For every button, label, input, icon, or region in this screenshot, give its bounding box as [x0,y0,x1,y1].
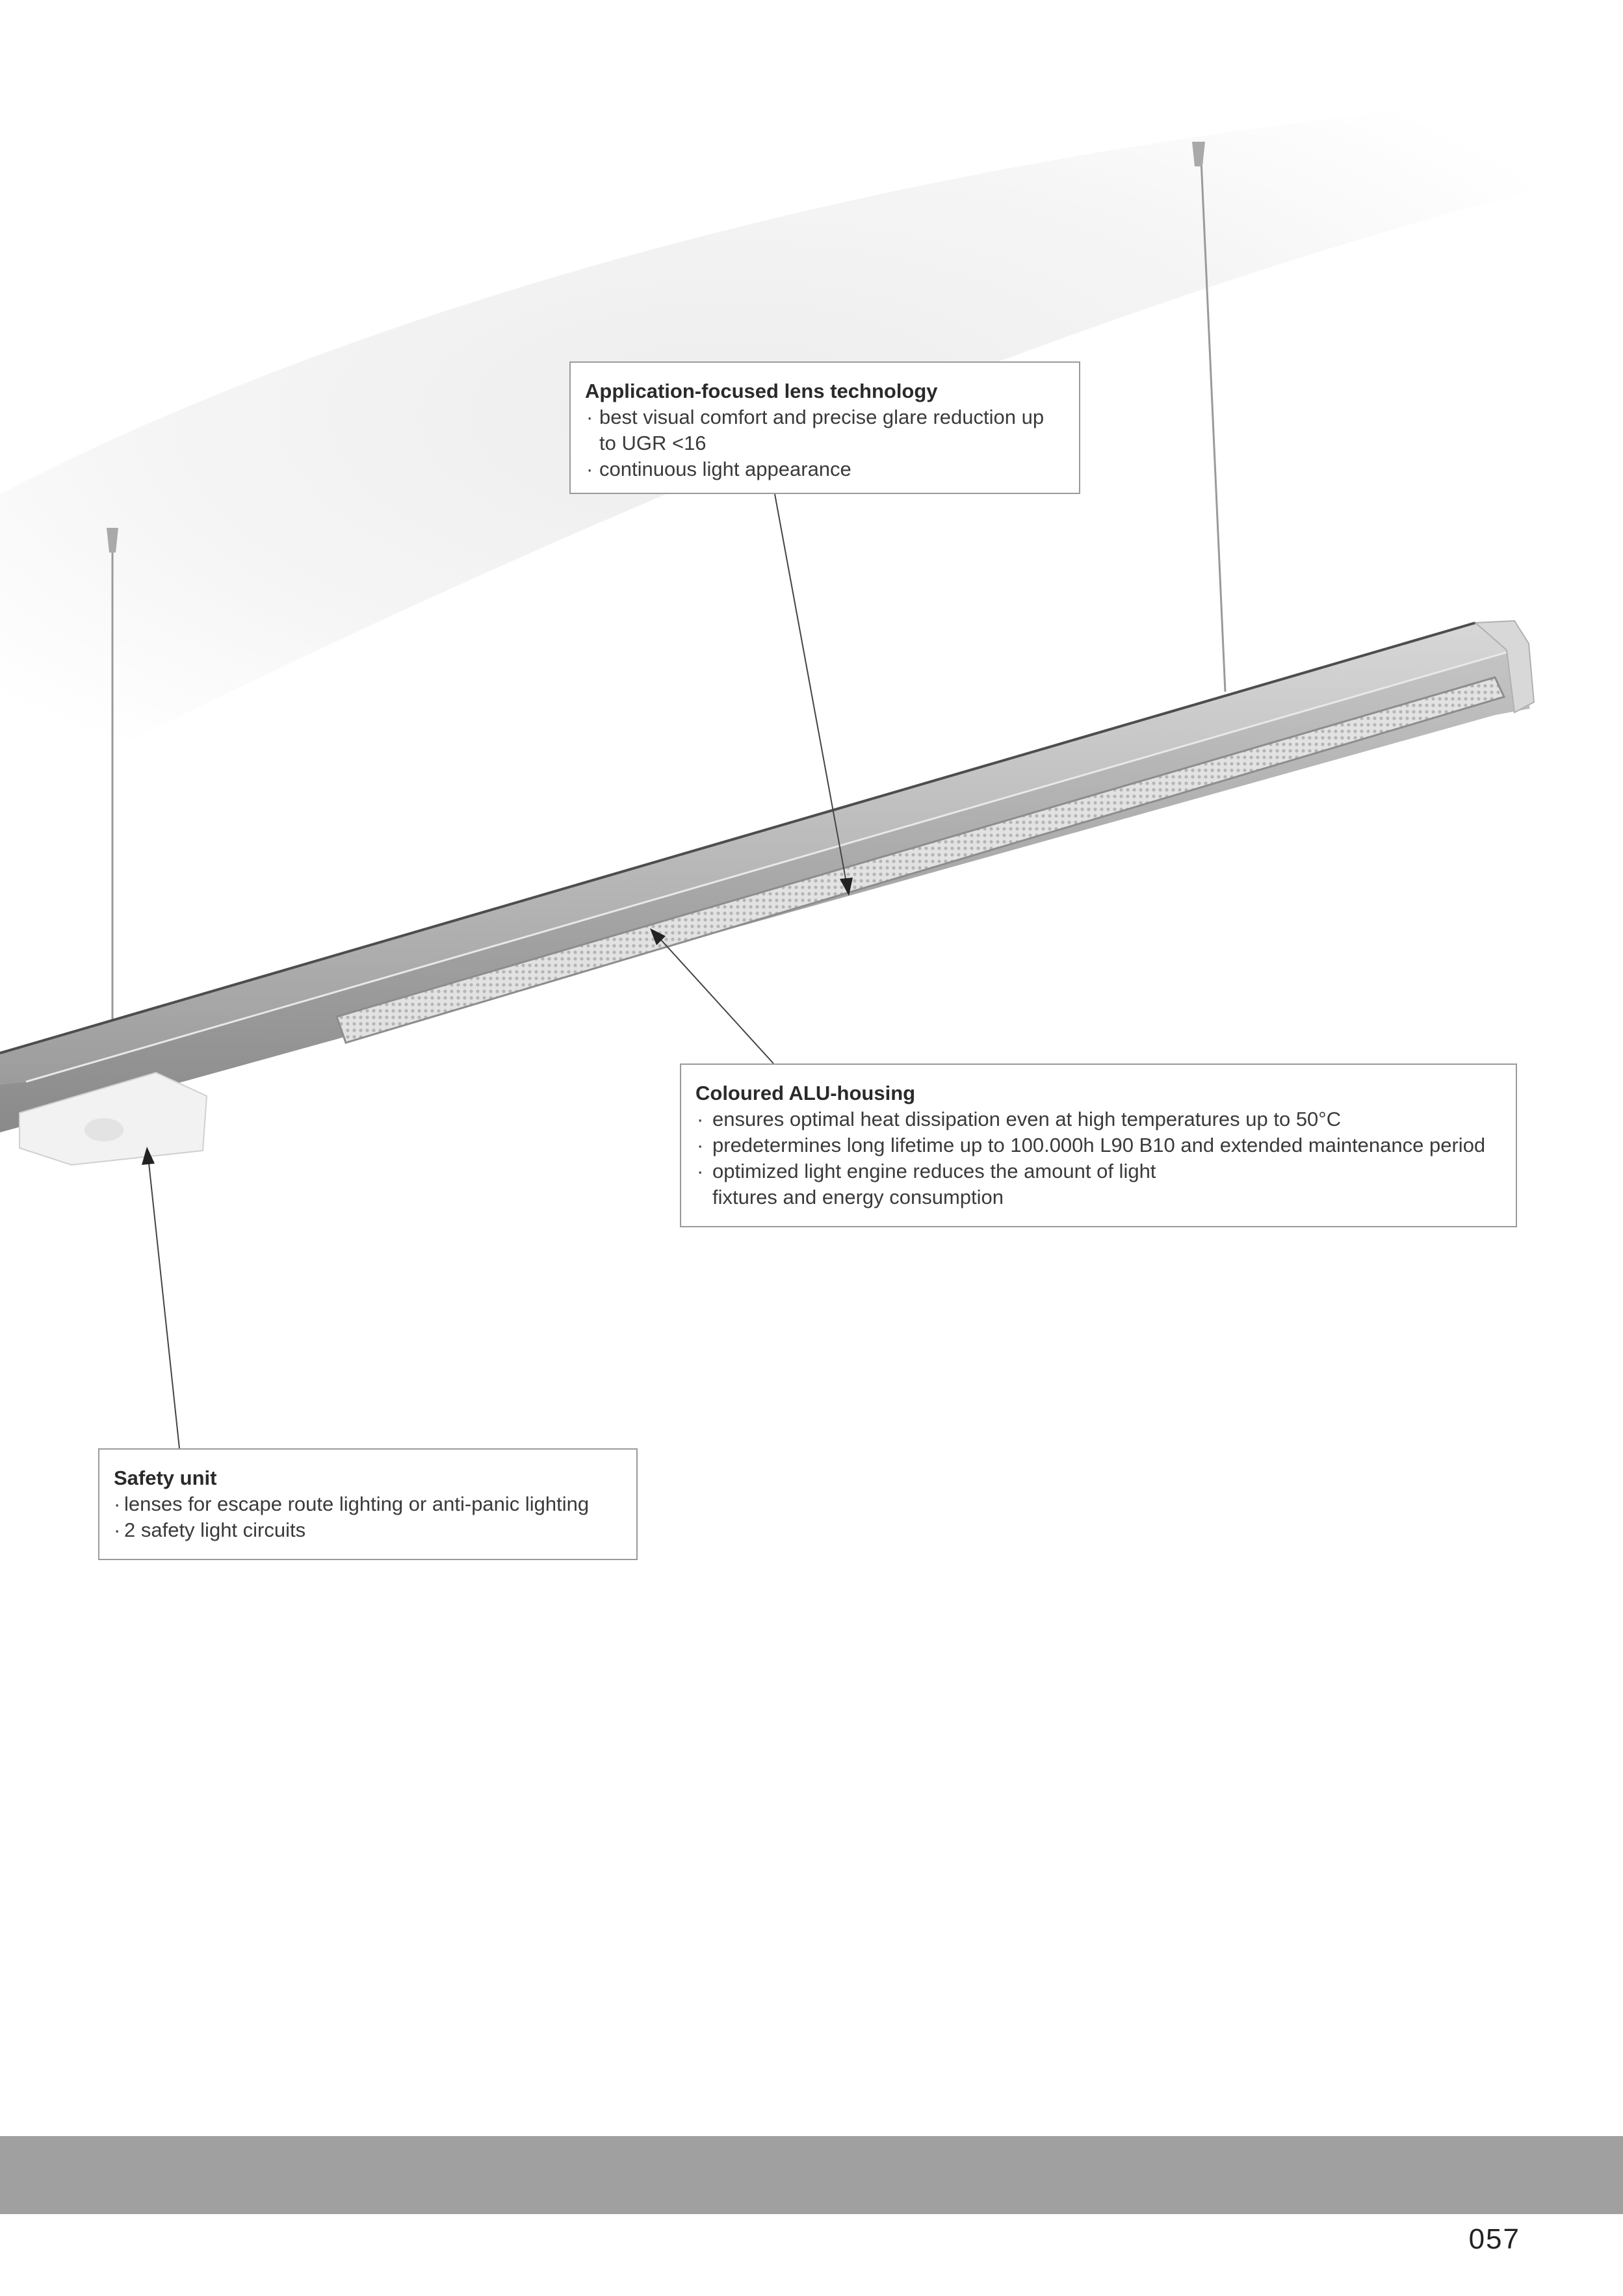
footer-bar [0,2136,1623,2214]
list-item: · ensures optimal heat dissipation even at high temperatures up to 50°C [695,1106,1501,1132]
list-item: · lenses for escape route lighting or anti-panic lighting [114,1491,622,1517]
callout-title: Safety unit [114,1467,217,1489]
list-item: · optimized light engine reduces the amount of light fixtures and energy consumption [695,1158,1206,1210]
list-item: · best visual comfort and precise glare reduction up to UGR <16 [585,404,1065,456]
callout-alu-housing [680,1063,1517,1227]
list-item: · continuous light appearance [585,456,1065,482]
callout-list [695,1106,1501,1210]
callout-list [114,1491,622,1543]
leader-line-safety [148,1157,179,1448]
lens-strip [337,677,1504,1043]
page-number: 057 [1468,2223,1520,2255]
callout-lens-technology [569,361,1080,494]
callout-title: Application-focused lens technology [585,380,938,402]
housing-edge-lower [26,650,1514,1082]
list-item: · 2 safety light circuits [114,1517,622,1543]
callout-title: Coloured ALU-housing [695,1082,916,1104]
list-item: · predetermines long lifetime up to 100.000h L90 B10 and extended maintenance period [695,1132,1501,1158]
leader-line-alu [655,933,773,1063]
callout-list [585,404,1065,482]
callout-safety-unit [98,1448,638,1560]
safety-unit-lens [84,1118,123,1141]
